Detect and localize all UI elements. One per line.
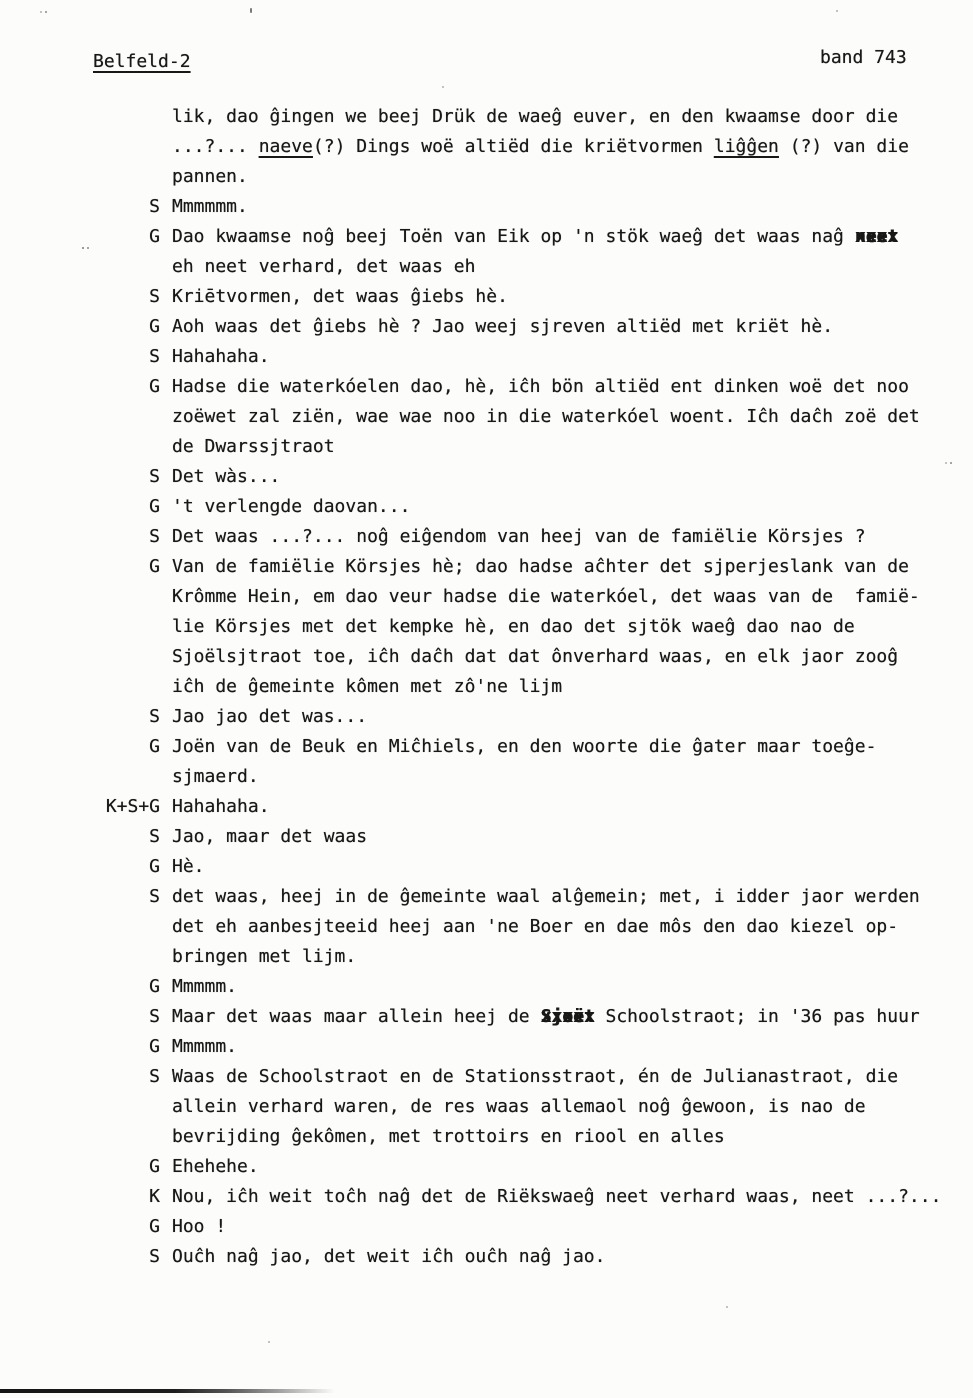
utterance-lines <box>172 732 973 792</box>
utterance-lines <box>172 552 973 702</box>
transcript-line <box>172 792 973 822</box>
text-segment: Ouĉh naĝ jao, det weit iĉh ouĉh naĝ jao. <box>172 1246 606 1267</box>
utterance-lines <box>172 882 973 972</box>
underlined-word: liĝĝen <box>713 136 779 157</box>
text-segment: Joën van de Beuk en Miĉhiels, en den woorte die ĝater maar toeĝe- <box>172 736 877 757</box>
utterance-lines <box>172 282 973 312</box>
text-segment: Sjoëlsjtraot toe, iĉh daĉh dat dat ônverhard waas, en elk jaor zooĝ <box>172 646 899 667</box>
utterance-lines <box>172 1032 973 1062</box>
transcript-line <box>172 1092 973 1122</box>
utterance <box>0 1062 973 1152</box>
transcript-line <box>172 492 973 522</box>
utterance <box>0 1152 973 1182</box>
scan-speckle <box>836 10 838 12</box>
transcript-line <box>172 402 973 432</box>
utterance <box>0 312 973 342</box>
transcript-line <box>172 252 973 282</box>
text-segment: pannen. <box>172 166 248 187</box>
transcript-line <box>172 522 973 552</box>
scan-speckle <box>250 8 252 13</box>
utterance <box>0 1002 973 1032</box>
speaker-label <box>0 102 160 192</box>
text-segment: Jao jao det was... <box>172 706 368 727</box>
utterance-lines <box>172 1152 973 1182</box>
transcript-line <box>172 222 973 252</box>
utterance <box>0 492 973 522</box>
transcript-line <box>172 702 973 732</box>
transcript-line <box>172 162 973 192</box>
transcript-line <box>172 1032 973 1062</box>
speaker-label: G <box>149 556 160 577</box>
speaker-label: G <box>149 376 160 397</box>
utterance <box>0 192 973 222</box>
transcript-line <box>172 1062 973 1092</box>
overtyped-word: neet xxxx <box>855 222 898 252</box>
utterance <box>0 372 973 462</box>
transcript-line <box>172 642 973 672</box>
speaker-label: S <box>149 886 160 907</box>
transcript-line <box>172 312 973 342</box>
speaker-label: S <box>149 706 160 727</box>
speaker-label: G <box>149 736 160 757</box>
text-segment: iĉh de ĝemeinte kômen met zô'ne lijm <box>172 676 563 697</box>
utterance-lines <box>172 792 973 822</box>
utterance <box>0 702 973 732</box>
utterance-lines <box>172 342 973 372</box>
utterance-lines <box>172 372 973 462</box>
utterance-lines <box>172 522 973 552</box>
speaker-label: K <box>149 1186 160 1207</box>
utterance-lines <box>172 312 973 342</box>
scan-speckle <box>40 11 42 13</box>
transcript-line <box>172 462 973 492</box>
transcript-line <box>172 1182 973 1212</box>
text-segment: Hadse die waterkóelen dao, hè, iĉh bön altiëd ent dinken woë det noo <box>172 376 909 397</box>
text-segment: Hahahaha. <box>172 796 270 817</box>
transcript-line <box>172 852 973 882</box>
text-segment: 't verlengde daovan... <box>172 496 411 517</box>
utterance <box>0 522 973 552</box>
transcript <box>0 102 973 1272</box>
transcript-line <box>172 102 973 132</box>
utterance-lines <box>172 1062 973 1152</box>
transcript-line <box>172 1152 973 1182</box>
transcript-line <box>172 732 973 762</box>
transcript-line <box>172 762 973 792</box>
utterance-lines <box>172 462 973 492</box>
utterance-lines <box>172 192 973 222</box>
utterance-lines <box>172 1002 973 1032</box>
utterance <box>0 1242 973 1272</box>
text-segment: Mmmmm. <box>172 1036 238 1057</box>
text-segment: (?) van die <box>778 136 909 157</box>
transcript-line <box>172 942 973 972</box>
transcript-line <box>172 672 973 702</box>
text-segment: Hoo ! <box>172 1216 227 1237</box>
text-segment: Det wàs... <box>172 466 281 487</box>
scan-speckle <box>82 247 84 249</box>
utterance-lines <box>172 822 973 852</box>
utterance <box>0 282 973 312</box>
utterance-lines <box>172 1182 973 1212</box>
utterance <box>0 882 973 972</box>
transcript-line <box>172 192 973 222</box>
transcript-line <box>172 1122 973 1152</box>
utterance-lines <box>172 1242 973 1272</box>
overtyped-word: Sjoët xxxxx <box>540 1002 594 1032</box>
text-segment: Jao, maar det waas <box>172 826 368 847</box>
text-segment: ...?... <box>172 136 259 157</box>
text-segment: Krômme Hein, em dao veur hadse die waterkóel, det waas van de famië- <box>172 586 920 607</box>
text-segment: bringen met lijm. <box>172 946 357 967</box>
band-reference: band 743 <box>820 47 907 68</box>
utterance <box>0 732 973 792</box>
text-segment: det eh aanbesjteeid heej aan 'ne Boer en dae môs den dao kiezel op- <box>172 916 899 937</box>
text-segment: Kriētvormen, det waas ĝiebs hè. <box>172 286 508 307</box>
text-segment: eh neet verhard, det waas eh <box>172 256 476 277</box>
text-segment: Ehehehe. <box>172 1156 259 1177</box>
text-segment: Aoh waas det ĝiebs hè ? Jao weej sjreven altiëd met kriët hè. <box>172 316 834 337</box>
speaker-label: G <box>149 856 160 877</box>
text-segment: sjmaerd. <box>172 766 259 787</box>
transcript-line <box>172 1242 973 1272</box>
utterance <box>0 102 973 192</box>
speaker-label: K+S+G <box>105 796 160 817</box>
utterance <box>0 852 973 882</box>
utterance-lines <box>172 102 973 192</box>
text-segment: Dao kwaamse noĝ beej Toën van Eik op 'n stök waeĝ det waas naĝ <box>172 226 855 247</box>
speaker-label: S <box>149 1006 160 1027</box>
speaker-label: S <box>149 826 160 847</box>
text-segment: Mmmmm. <box>172 976 238 997</box>
transcript-line <box>172 282 973 312</box>
transcript-line <box>172 432 973 462</box>
utterance-lines <box>172 852 973 882</box>
speaker-label: S <box>149 1246 160 1267</box>
scan-artifact-line <box>0 1389 335 1393</box>
utterance-lines <box>172 702 973 732</box>
text-segment: Nou, iĉh weit toĉh naĝ det de Riëkswaeĝ neet verhard waas, neet ...?... <box>172 1186 942 1207</box>
transcript-line <box>172 372 973 402</box>
speaker-label: G <box>149 316 160 337</box>
utterance <box>0 792 973 822</box>
transcript-line <box>172 912 973 942</box>
text-segment: Det waas ...?... noĝ eiĝendom van heej van de famiëlie Körsjes ? <box>172 526 866 547</box>
speaker-label: S <box>149 1066 160 1087</box>
scan-speckle <box>945 462 947 464</box>
transcript-line <box>172 582 973 612</box>
utterance <box>0 222 973 282</box>
scan-speckle <box>268 1341 270 1343</box>
scan-speckle <box>442 86 444 88</box>
transcript-line <box>172 972 973 1002</box>
text-segment: lie Körsjes met det kempke hè, en dao det sjtök waeĝ dao nao de <box>172 616 855 637</box>
speaker-label: S <box>149 466 160 487</box>
utterance-lines <box>172 1212 973 1242</box>
speaker-label: G <box>149 1216 160 1237</box>
transcript-line <box>172 132 973 162</box>
speaker-label: G <box>149 976 160 997</box>
utterance <box>0 462 973 492</box>
transcript-line <box>172 1002 973 1032</box>
speaker-label: S <box>149 346 160 367</box>
text-segment: allein verhard waren, de res waas allemaol noĝ ĝewoon, is nao de <box>172 1096 866 1117</box>
text-segment: de Dwarssjtraot <box>172 436 335 457</box>
speaker-label: G <box>149 226 160 247</box>
utterance <box>0 822 973 852</box>
text-segment: Schoolstraot; in '36 pas huur <box>594 1006 920 1027</box>
utterance <box>0 1032 973 1062</box>
transcript-line <box>172 612 973 642</box>
speaker-label: G <box>149 496 160 517</box>
speaker-label: S <box>149 196 160 217</box>
transcript-line <box>172 822 973 852</box>
speaker-label: G <box>149 1156 160 1177</box>
transcript-line <box>172 552 973 582</box>
page-title: Belfeld-2 <box>93 51 191 72</box>
text-segment: Maar det waas maar allein heej de <box>172 1006 541 1027</box>
speaker-label: S <box>149 286 160 307</box>
speaker-label: S <box>149 526 160 547</box>
scan-speckle <box>726 1306 728 1308</box>
text-segment: Hahahaha. <box>172 346 270 367</box>
speaker-label: G <box>149 1036 160 1057</box>
underlined-word: naeve <box>258 136 313 157</box>
text-segment: Mmmmmm. <box>172 196 248 217</box>
text-segment: zoëwet zal ziën, wae wae noo in die waterkóel woent. Iĉh daĉh zoë det <box>172 406 920 427</box>
utterance-lines <box>172 972 973 1002</box>
text-segment: det waas, heej in de ĝemeinte waal alĝemein; met, i idder jaor werden <box>172 886 920 907</box>
utterance <box>0 972 973 1002</box>
utterance-lines <box>172 222 973 282</box>
utterance <box>0 1212 973 1242</box>
text-segment: bevrijding ĝekômen, met trottoirs en riool en alles <box>172 1126 725 1147</box>
utterance <box>0 1182 973 1212</box>
utterance <box>0 552 973 702</box>
text-segment: lik, dao ĝingen we beej Drük de waeĝ euver, en den kwaamse door die <box>172 106 899 127</box>
text-segment: Waas de Schoolstraot en de Stationsstraot, én de Julianastraot, die <box>172 1066 899 1087</box>
text-segment: Van de famiëlie Körsjes hè; dao hadse aĉhter det sjperjeslank van de <box>172 556 909 577</box>
text-segment: (?) Dings woë altiëd die kriëtvormen <box>312 136 714 157</box>
text-segment: Hè. <box>172 856 205 877</box>
transcript-line <box>172 342 973 372</box>
transcript-line <box>172 882 973 912</box>
transcript-line <box>172 1212 973 1242</box>
utterance <box>0 342 973 372</box>
utterance-lines <box>172 492 973 522</box>
